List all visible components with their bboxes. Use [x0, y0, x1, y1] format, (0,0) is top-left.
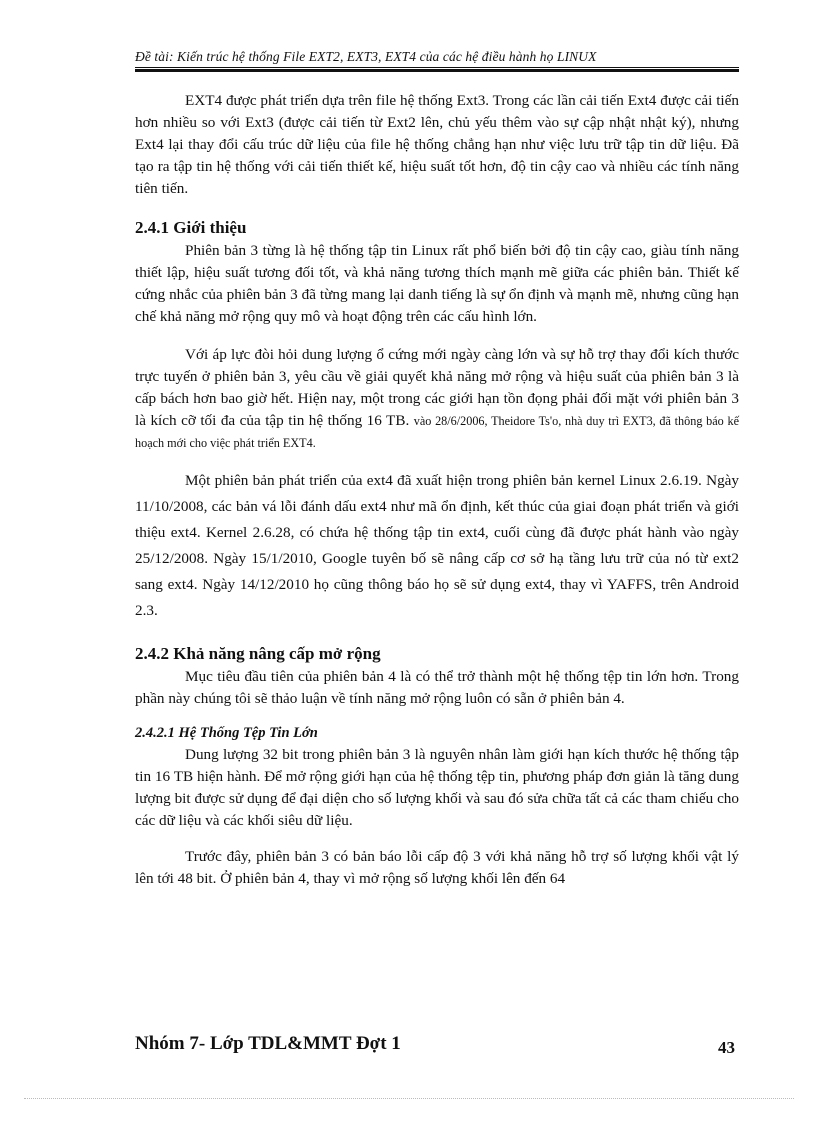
section-2-4-2-paragraph-1: Mục tiêu đầu tiên của phiên bản 4 là có thể trở thành một hệ thống tệp tin lớn hơn. Trong phần này chúng tôi sẽ thảo luận về tính năng mở rộng luôn có sẵn ở phiên bản 4.	[135, 668, 739, 707]
section-2-4-2-heading: 2.4.2 Khả năng nâng cấp mở rộng	[135, 644, 381, 663]
section-2-4-1-paragraph-2	[135, 344, 739, 454]
footer-group-label: Nhóm 7- Lớp TDL&MMT Đợt 1	[135, 1033, 401, 1054]
document-body	[135, 90, 739, 890]
page-bottom-dotted-line	[24, 1098, 794, 1099]
section-2-4-1-paragraph-1: Phiên bản 3 từng là hệ thống tập tin Linux rất phổ biến bởi độ tin cậy cao, giàu tính năng thiết lập, hiệu suất tương đối tốt, và khả năng tương thích mạnh mẽ giữa các phiên bản. Thiết kế cứng nhắc của phiên bản 3 đã từng mang lại danh tiếng là sự ổn định và mạnh mẽ, nhưng cũng hạn chế khả năng mở rộng quy mô và hoạt động trên các cấu hình lớn.	[135, 242, 739, 325]
section-2-4-2-1-paragraph-1: Dung lượng 32 bit trong phiên bản 3 là nguyên nhân làm giới hạn kích thước hệ thống tập tin 16 TB hiện hành. Để mở rộng giới hạn của hệ thống tệp tin, phương pháp đơn giản là tăng dung lượng bit được sử dụng để đại diện cho số lượng khối và sau đó sửa chữa tất cả các tham chiếu cho các dữ liệu và các khối siêu dữ liệu.	[135, 746, 739, 829]
section-2-4-2-1-heading: 2.4.2.1 Hệ Thống Tệp Tin Lớn	[135, 725, 318, 741]
page-number: 43	[718, 1038, 735, 1057]
paragraph-2-main-text: Với áp lực đòi hỏi dung lượng ổ cứng mới ngày càng lớn và sự hỗ trợ thay đổi kích thước trực tuyến ở phiên bản 3, yêu cầu về giải quyết khả năng mở rộng và hiệu suất của phiên bản 3 là cấp bách hơn bao giờ hết. Hiện nay, một trong các giới hạn tồn đọng phải đối mặt với phiên bản 3 là kích cỡ tối đa của tập tin hệ thống 16 TB.	[135, 346, 739, 429]
intro-paragraph: EXT4 được phát triển dựa trên file hệ thống Ext3. Trong các lần cải tiến Ext4 được cải tiến hơn nhiều so với Ext3 (được cải tiến từ Ext2 lên, chủ yếu thêm vào sự cập nhật nhật ký), nhưng Ext4 lại thay đổi cấu trúc dữ liệu của file hệ thống chẳng hạn như việc lưu trữ tập tin dữ liệu. Đã tạo ra tập tin hệ thống với cải tiến thiết kế, hiệu suất tốt hơn, độ tin cậy cao và nhiều các tính năng tiên tiến.	[135, 92, 739, 197]
paragraph-2-small-note: vào 28/6/2006, Theidore Ts'o, nhà duy trì EXT3, đã thông báo kế hoạch mới cho việc phát triển EXT4.	[135, 414, 739, 450]
page-header-title: Đề tài: Kiến trúc hệ thống File EXT2, EXT3, EXT4 của các hệ điều hành họ LINUX	[135, 49, 597, 64]
header-rule-thin	[135, 67, 739, 68]
section-2-4-1-heading: 2.4.1 Giới thiệu	[135, 218, 247, 237]
header-rule-thick	[135, 69, 739, 72]
section-2-4-2-1-paragraph-2: Trước đây, phiên bản 3 có bản báo lỗi cấp độ 3 với khả năng hỗ trợ số lượng khối vật lý lên tới 48 bit. Ở phiên bản 4, thay vì mở rộng số lượng khối lên đến 64	[135, 848, 739, 887]
section-2-4-1-paragraph-3: Một phiên bản phát triển của ext4 đã xuất hiện trong phiên bản kernel Linux 2.6.19. Ngày 11/10/2008, các bản vá lỗi đánh dấu ext4 như mã ổn định, kết thúc của giai đoạn phát triển và giới thiệu ext4. Kernel 2.6.28, có chứa hệ thống tập tin ext4, cuối cùng đã được phát hành vào ngày 25/12/2008. Ngày 15/1/2010, Google tuyên bố sẽ nâng cấp cơ sở hạ tầng lưu trữ của nó từ ext2 sang ext4. Ngày 14/12/2010 họ cũng thông báo họ sẽ sử dụng ext4, thay vì YAFFS, trên Android 2.3.	[135, 472, 739, 619]
